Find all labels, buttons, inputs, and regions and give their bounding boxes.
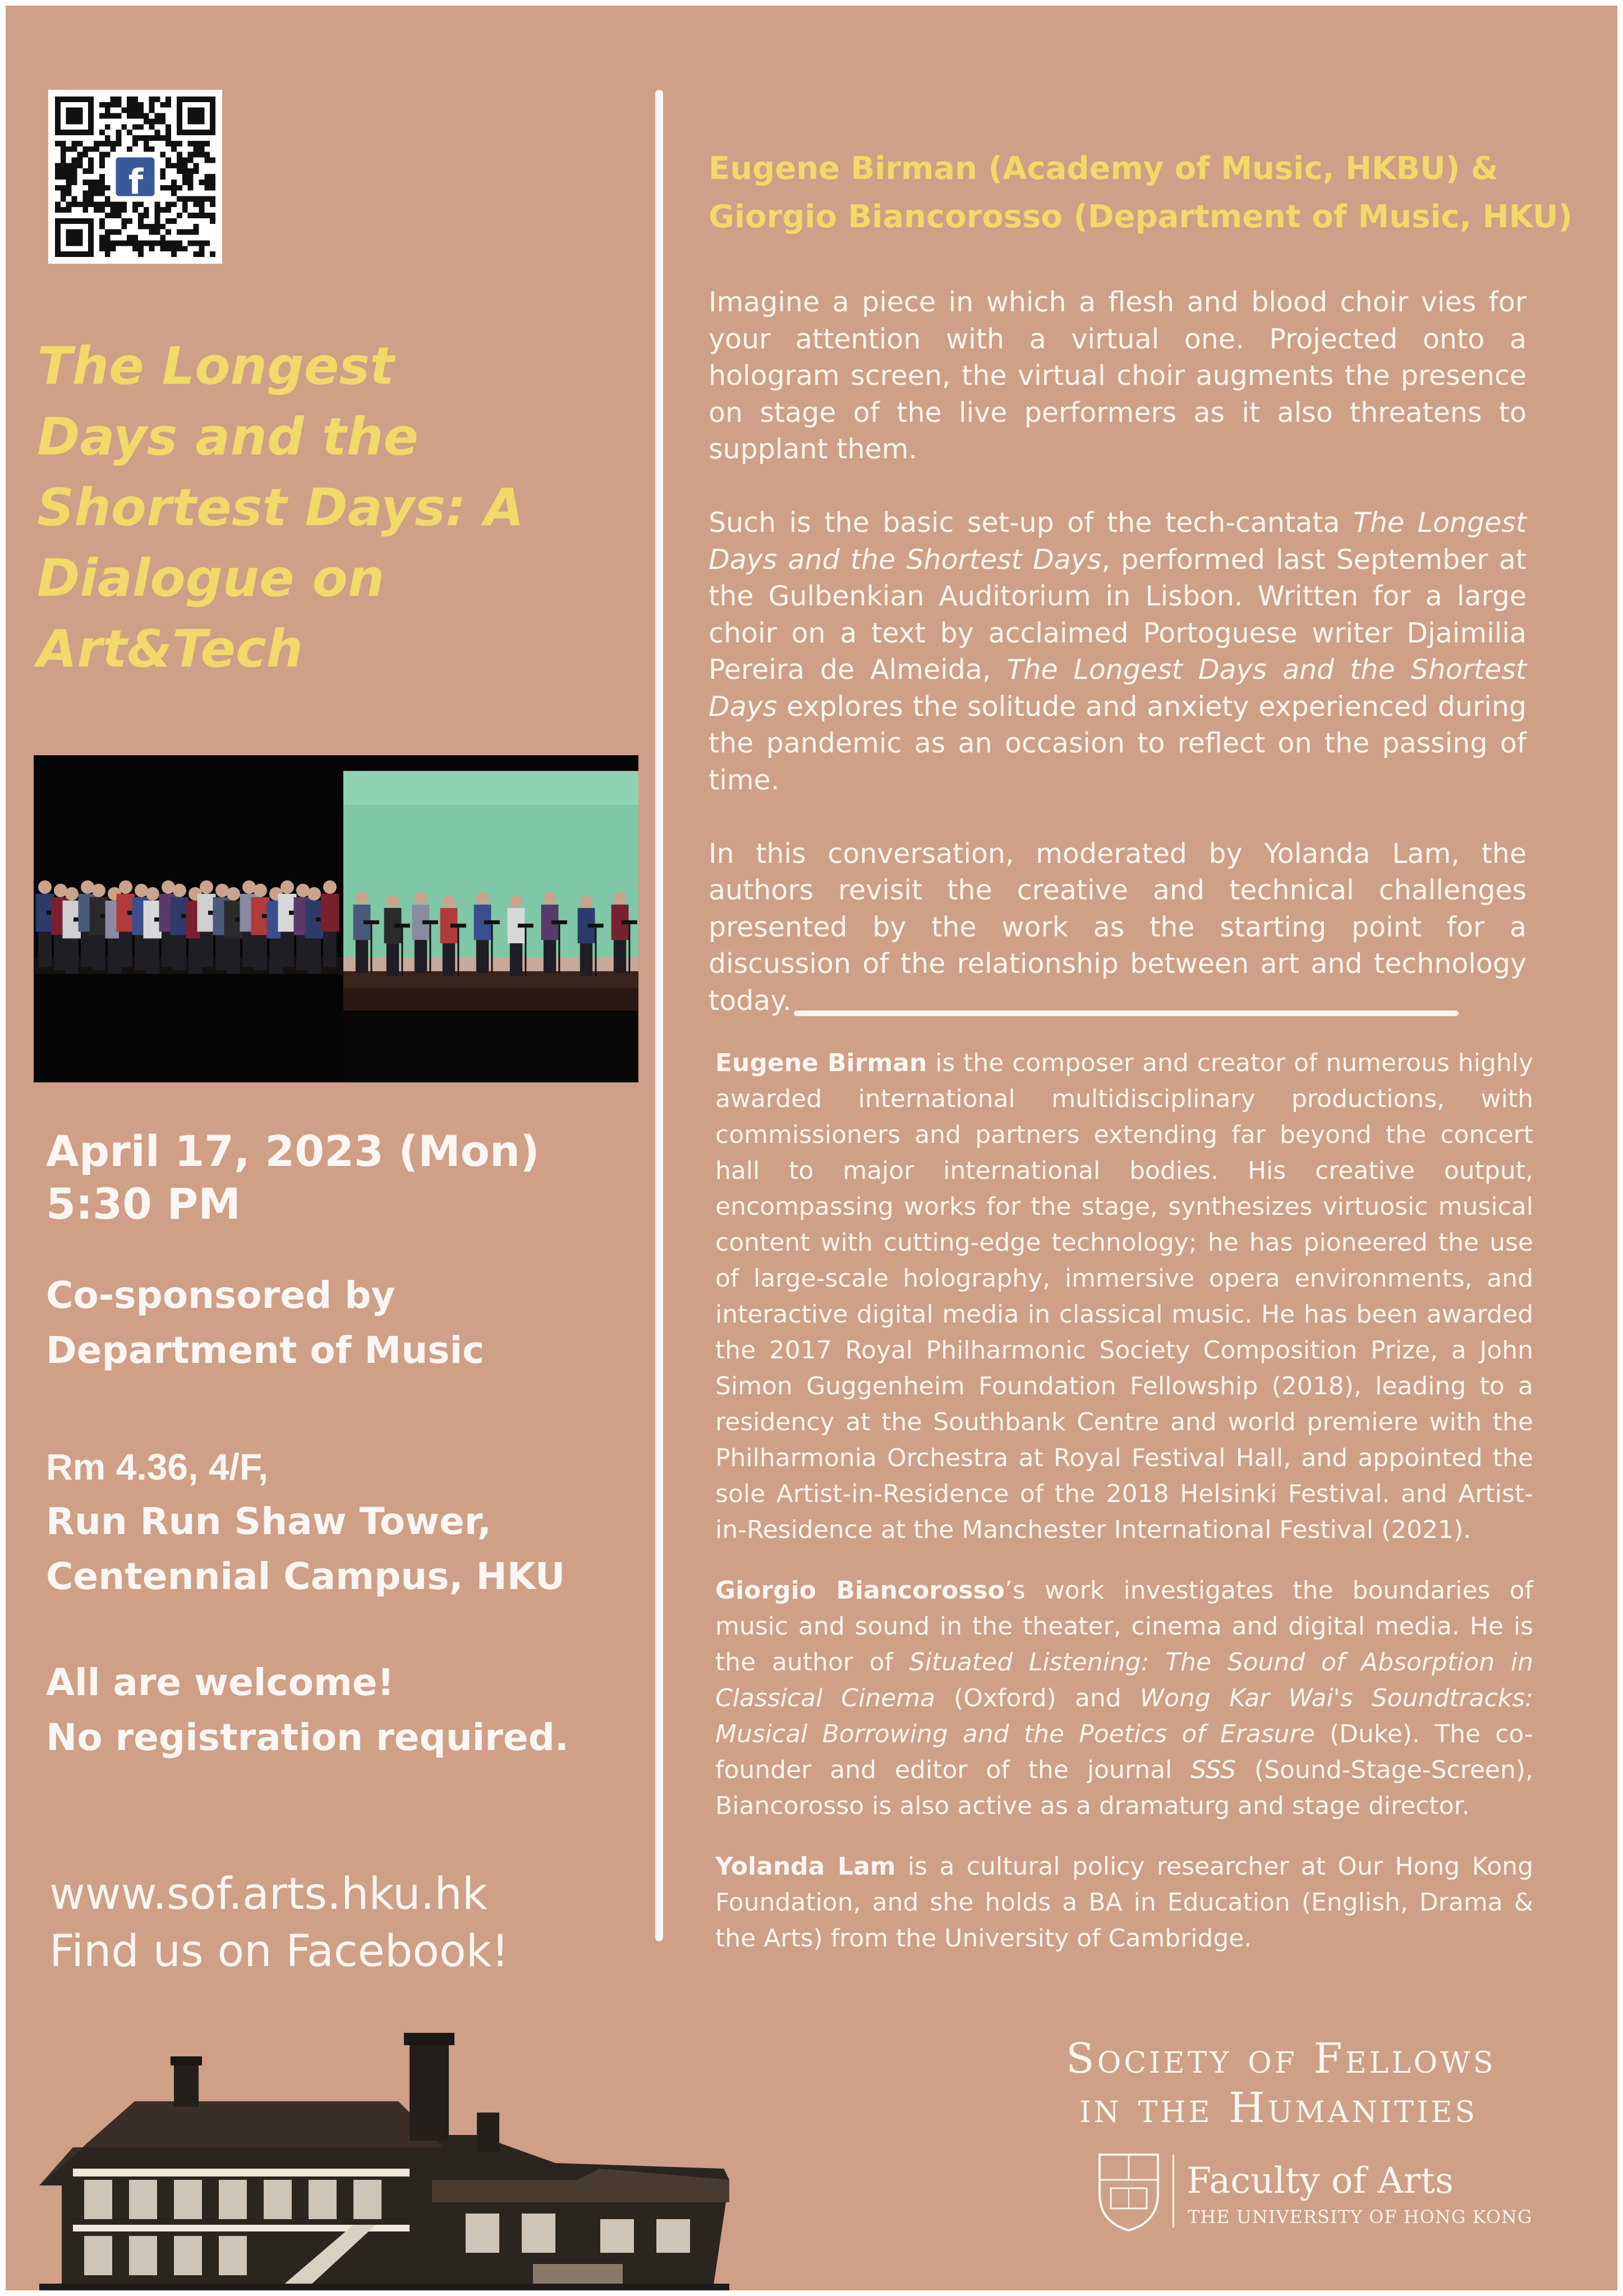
title-line-3: Shortest Days: A — [37, 477, 524, 538]
qr-code[interactable] — [48, 90, 222, 264]
bio-name: Giorgio Biancorosso — [715, 1576, 1005, 1605]
speakers-heading — [709, 145, 1573, 241]
university-name: THE UNIVERSITY OF HONG KONG — [1188, 2206, 1533, 2228]
contact-links — [49, 1866, 509, 1980]
performance-photo — [34, 755, 638, 1082]
society-of-fellows-logo — [1066, 2034, 1496, 2133]
book-title: Situated Listening: The Sound of Absorption in Classical Cinema — [715, 1648, 1534, 1712]
cosponsor-name: Department of Music — [46, 1329, 485, 1372]
event-date: April 17, 2023 (Mon) — [46, 1126, 540, 1176]
journal-title: SSS — [1190, 1756, 1236, 1784]
column-divider — [655, 90, 663, 1941]
bio-lam: Yolanda Lam is a cultural policy researcher at Our Hong Kong Foundation, and she holds a BA in Education (English, Drama & the Arts) from the University of Cambridge. — [715, 1852, 1534, 1953]
bio-name: Eugene Birman — [715, 1049, 927, 1077]
registration-text: No registration required. — [46, 1716, 569, 1759]
abstract-paragraph-2: Such is the basic set-up of the tech-cantata The Longest Days and the Shortest Days, performed last September at the Gulbenkian Auditorium in Lisbon. Written for a large choir on a text by acclaimed Portoguese writer Djaimilia Pereira de Almeida, The Longest Days and the Shortest Days explores the solitude and anxiety experienced during the pandemic as an occasion to reflect on the passing of time. — [709, 507, 1527, 796]
bio-biancorosso: Giorgio Biancorosso’s work investigates the boundaries of music and sound in the theater, cinema and digital media. He is the author of Situated Listening: The Sound of Absorption in Classical Cinema (Oxford) and Wong Kar Wai's Soundtracks: Musical Borrowing and the Poetics of Erasure (Duke). The co-founder and editor of the journal SSS (Sound-Stage-Screen), Biancorosso is also active as a dramaturg and stage director. — [715, 1576, 1534, 1820]
admission-note — [46, 1655, 569, 1765]
venue-campus: Centennial Campus, HKU — [46, 1555, 565, 1598]
event-poster — [6, 6, 1617, 2290]
speaker-1: Eugene Birman (Academy of Music, HKBU) & — [709, 150, 1498, 187]
abstract-paragraph-1: Imagine a piece in which a flesh and blood choir vies for your attention with a virtual one. Projected onto a hologram screen, the virtual choir augments the presence on stage of the live performers as it also threatens to supplant them. — [709, 286, 1527, 465]
work-title: The Longest Days and the Shortest Days — [709, 507, 1527, 576]
venue-building: Run Run Shaw Tower, — [46, 1500, 491, 1543]
event-time: 5:30 PM — [46, 1179, 241, 1229]
facebook-icon — [113, 155, 158, 203]
website-link[interactable]: www.sof.arts.hku.hk — [49, 1869, 488, 1920]
bio-birman: Eugene Birman is the composer and creator of numerous highly awarded international multidisciplinary productions, with commissioners and partners extending far beyond the concert hall to major international bodies. His creative output, encompassing works for the stage, synthesizes virtuosic musical content with cutting-edge technology; he has pioneered the use of large-scale holography, immersive opera environments, and interactive digital media in classical music. He has been awarded the 2017 Royal Philharmonic Society Composition Prize, a John Simon Guggenheim Foundation Fellowship (2018), leading to a residency at the Southbank Centre and world premiere with the Philharmonia Orchestra at Royal Festival Hall, and appointed the sole Artist-in-Residence of the 2018 Helsinki Festival. and Artist-in-Residence at the Manchester International Festival (2021). — [715, 1049, 1533, 1544]
book-title: Wong Kar Wai's Soundtracks: Musical Borrowing and the Poetics of Erasure — [715, 1684, 1534, 1748]
cosponsor — [46, 1268, 484, 1378]
speaker-2: Giorgio Biancorosso (Department of Music, HKU) — [709, 199, 1573, 235]
title-line-2: Days and the — [37, 407, 419, 467]
venue-room: Rm 4.36, 4/F, — [46, 1446, 269, 1487]
venue — [46, 1439, 565, 1604]
hku-crest-icon — [1094, 2149, 1164, 2233]
title-line-1: The Longest — [37, 336, 394, 396]
sof-line-2: in the Humanities — [1079, 2084, 1478, 2132]
logo-divider — [1173, 2155, 1174, 2228]
talk-abstract — [709, 284, 1527, 1056]
faculty-name: Faculty of Arts — [1187, 2160, 1454, 2202]
building-illustration — [39, 2000, 729, 2290]
work-title: The Longest Days and the Shortest Days — [709, 654, 1527, 723]
cosponsor-label: Co-sponsored by — [46, 1274, 396, 1317]
title-line-4: Dialogue on — [37, 548, 385, 608]
section-divider — [794, 1011, 1459, 1016]
abstract-paragraph-3: In this conversation, moderated by Yolanda Lam, the authors revisit the creative and technical challenges presented by the work as the starting point for a discussion of the relationship between art and technology today. — [709, 837, 1527, 1017]
speaker-bios — [715, 1045, 1533, 1981]
sof-line-1: Society of Fellows — [1066, 2035, 1496, 2083]
event-datetime — [46, 1125, 540, 1230]
svg-text:f: f — [128, 162, 144, 203]
facebook-link[interactable]: Find us on Facebook! — [49, 1926, 509, 1977]
title-line-5: Art&Tech — [37, 619, 304, 679]
bio-name: Yolanda Lam — [715, 1852, 896, 1881]
event-title — [37, 331, 626, 685]
welcome-text: All are welcome! — [46, 1661, 394, 1704]
